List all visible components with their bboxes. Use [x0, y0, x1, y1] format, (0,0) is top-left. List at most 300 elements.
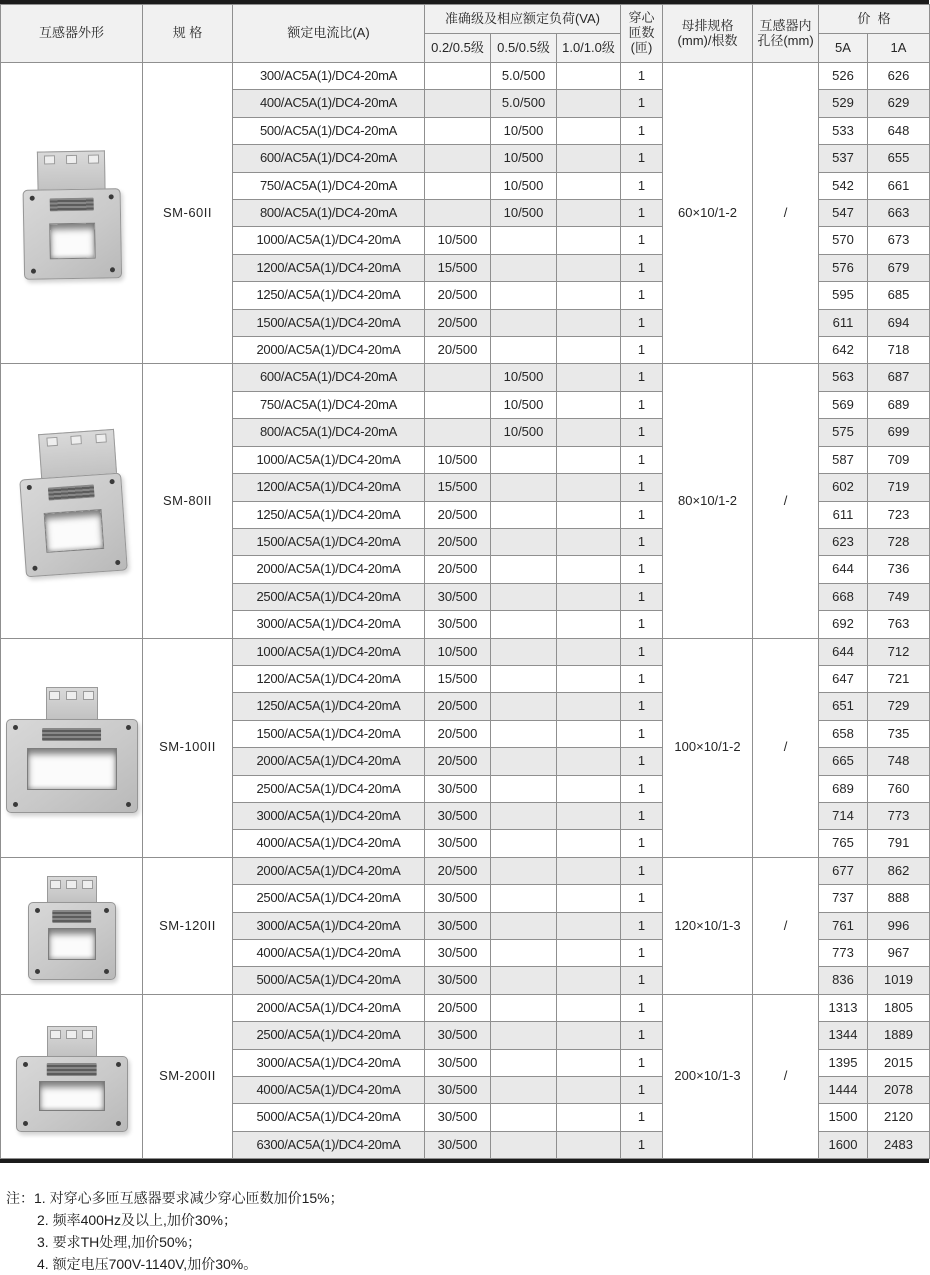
- turns-cell: 1: [621, 1049, 663, 1076]
- accuracy-05-cell: 10/500: [491, 391, 557, 418]
- accuracy-02-cell: 30/500: [425, 802, 491, 829]
- accuracy-10-cell: [557, 885, 621, 912]
- appearance-cell: [1, 857, 143, 994]
- turns-cell: 1: [621, 748, 663, 775]
- ratio-cell: 1500/AC5A(1)/DC4-20mA: [233, 309, 425, 336]
- ratio-cell: 1250/AC5A(1)/DC4-20mA: [233, 693, 425, 720]
- price-5a-cell: 1600: [819, 1131, 868, 1158]
- turns-cell: 1: [621, 857, 663, 884]
- screw-dot: [32, 566, 37, 571]
- price-1a-cell: 729: [868, 693, 930, 720]
- ratio-cell: 1250/AC5A(1)/DC4-20mA: [233, 501, 425, 528]
- ratio-cell: 750/AC5A(1)/DC4-20mA: [233, 172, 425, 199]
- accuracy-10-cell: [557, 693, 621, 720]
- accuracy-02-cell: 20/500: [425, 994, 491, 1021]
- terminal-block: [36, 151, 105, 190]
- ratio-cell: 2000/AC5A(1)/DC4-20mA: [233, 337, 425, 364]
- accuracy-05-cell: 10/500: [491, 145, 557, 172]
- accuracy-05-cell: 10/500: [491, 364, 557, 391]
- spec-table-body: [1, 63, 930, 1159]
- accuracy-02-cell: 15/500: [425, 665, 491, 692]
- accuracy-05-cell: [491, 720, 557, 747]
- ratio-cell: 2500/AC5A(1)/DC4-20mA: [233, 1022, 425, 1049]
- header-price-group: 价 格: [819, 5, 930, 34]
- turns-cell: 1: [621, 1022, 663, 1049]
- price-5a-cell: 576: [819, 254, 868, 281]
- price-1a-cell: 723: [868, 501, 930, 528]
- price-1a-cell: 2078: [868, 1077, 930, 1104]
- footnote-1: 注：1. 对穿心多匝互感器要求减少穿心匝数加价15%；: [6, 1190, 344, 1207]
- header-accuracy-group: 准确级及相应额定负荷(VA): [425, 5, 621, 34]
- transformer-body: [22, 188, 122, 280]
- header-busbar: 母排规格 (mm)/根数: [663, 5, 753, 63]
- accuracy-02-cell: [425, 391, 491, 418]
- price-5a-cell: 1313: [819, 994, 868, 1021]
- price-1a-cell: 629: [868, 90, 930, 117]
- price-1a-cell: 626: [868, 63, 930, 90]
- accuracy-05-cell: 10/500: [491, 419, 557, 446]
- turns-cell: 1: [621, 638, 663, 665]
- price-5a-cell: 644: [819, 638, 868, 665]
- accuracy-05-cell: [491, 940, 557, 967]
- price-1a-cell: 699: [868, 419, 930, 446]
- price-1a-cell: 748: [868, 748, 930, 775]
- ratio-cell: 2000/AC5A(1)/DC4-20mA: [233, 556, 425, 583]
- price-5a-cell: 836: [819, 967, 868, 994]
- bore-cell: /: [753, 364, 819, 638]
- ratio-cell: 4000/AC5A(1)/DC4-20mA: [233, 1077, 425, 1104]
- accuracy-02-cell: 30/500: [425, 1077, 491, 1104]
- price-1a-cell: 728: [868, 528, 930, 555]
- screw-dot: [29, 196, 34, 201]
- accuracy-05-cell: [491, 693, 557, 720]
- accuracy-02-cell: 10/500: [425, 446, 491, 473]
- price-5a-cell: 575: [819, 419, 868, 446]
- price-1a-cell: 673: [868, 227, 930, 254]
- accuracy-05-cell: [491, 885, 557, 912]
- price-5a-cell: 765: [819, 830, 868, 857]
- price-1a-cell: 663: [868, 200, 930, 227]
- product-photo-sm-200ii: [16, 1026, 128, 1132]
- price-1a-cell: 687: [868, 364, 930, 391]
- price-1a-cell: 2015: [868, 1049, 930, 1076]
- accuracy-02-cell: 30/500: [425, 583, 491, 610]
- appearance-cell: [1, 364, 143, 638]
- accuracy-10-cell: [557, 337, 621, 364]
- accuracy-05-cell: [491, 994, 557, 1021]
- price-5a-cell: 611: [819, 309, 868, 336]
- accuracy-05-cell: [491, 528, 557, 555]
- accuracy-02-cell: 20/500: [425, 309, 491, 336]
- accuracy-02-cell: [425, 117, 491, 144]
- ratio-cell: 5000/AC5A(1)/DC4-20mA: [233, 1104, 425, 1131]
- accuracy-02-cell: 30/500: [425, 912, 491, 939]
- footnotes: [0, 1163, 929, 1275]
- ratio-cell: 2500/AC5A(1)/DC4-20mA: [233, 885, 425, 912]
- turns-cell: 1: [621, 474, 663, 501]
- price-1a-cell: 648: [868, 117, 930, 144]
- accuracy-05-cell: [491, 227, 557, 254]
- turns-cell: 1: [621, 583, 663, 610]
- accuracy-10-cell: [557, 309, 621, 336]
- accuracy-05-cell: 10/500: [491, 117, 557, 144]
- header-turns: 穿心 匝数 (匝): [621, 5, 663, 63]
- accuracy-02-cell: 20/500: [425, 556, 491, 583]
- price-1a-cell: 679: [868, 254, 930, 281]
- accuracy-02-cell: [425, 90, 491, 117]
- price-5a-cell: 570: [819, 227, 868, 254]
- spec-table-header: [1, 5, 930, 63]
- ratio-cell: 3000/AC5A(1)/DC4-20mA: [233, 802, 425, 829]
- price-1a-cell: 1889: [868, 1022, 930, 1049]
- price-1a-cell: 760: [868, 775, 930, 802]
- header-ratio: 额定电流比(A): [233, 5, 425, 63]
- appearance-cell: [1, 638, 143, 857]
- accuracy-05-cell: [491, 802, 557, 829]
- accuracy-02-cell: 30/500: [425, 1022, 491, 1049]
- price-1a-cell: 736: [868, 556, 930, 583]
- screw-dot: [26, 485, 31, 490]
- header-appearance: 互感器外形: [1, 5, 143, 63]
- accuracy-05-cell: [491, 337, 557, 364]
- screw-dot: [116, 1062, 121, 1067]
- screw-dot: [126, 802, 131, 807]
- price-5a-cell: 542: [819, 172, 868, 199]
- turns-cell: 1: [621, 720, 663, 747]
- turns-cell: 1: [621, 501, 663, 528]
- turns-cell: 1: [621, 1104, 663, 1131]
- screw-dot: [104, 969, 109, 974]
- price-5a-cell: 547: [819, 200, 868, 227]
- footnote-2: 2. 频率400Hz及以上,加价30%；: [37, 1212, 237, 1229]
- price-1a-cell: 763: [868, 611, 930, 638]
- price-5a-cell: 773: [819, 940, 868, 967]
- screw-dot: [13, 802, 18, 807]
- accuracy-10-cell: [557, 720, 621, 747]
- accuracy-02-cell: 30/500: [425, 940, 491, 967]
- accuracy-05-cell: [491, 309, 557, 336]
- bore-cell: /: [753, 994, 819, 1158]
- price-5a-cell: 595: [819, 282, 868, 309]
- ratio-cell: 750/AC5A(1)/DC4-20mA: [233, 391, 425, 418]
- accuracy-02-cell: 30/500: [425, 830, 491, 857]
- appearance-cell: [1, 994, 143, 1158]
- price-5a-cell: 737: [819, 885, 868, 912]
- turns-cell: 1: [621, 145, 663, 172]
- turns-cell: 1: [621, 528, 663, 555]
- terminal-block: [47, 876, 97, 902]
- accuracy-10-cell: [557, 611, 621, 638]
- screw-dot: [126, 725, 131, 730]
- screw-dot: [108, 195, 113, 200]
- accuracy-05-cell: [491, 1131, 557, 1158]
- price-1a-cell: 689: [868, 391, 930, 418]
- accuracy-10-cell: [557, 446, 621, 473]
- accuracy-10-cell: [557, 254, 621, 281]
- turns-cell: 1: [621, 693, 663, 720]
- transformer-body: [19, 473, 128, 578]
- turns-cell: 1: [621, 282, 663, 309]
- price-5a-cell: 623: [819, 528, 868, 555]
- header-acc-02: 0.2/0.5级: [425, 34, 491, 63]
- price-5a-cell: 569: [819, 391, 868, 418]
- accuracy-10-cell: [557, 200, 621, 227]
- price-5a-cell: 537: [819, 145, 868, 172]
- screw-dot: [104, 908, 109, 913]
- header-row-1: [1, 5, 930, 34]
- price-1a-cell: 661: [868, 172, 930, 199]
- accuracy-10-cell: [557, 967, 621, 994]
- price-1a-cell: 1019: [868, 967, 930, 994]
- accuracy-02-cell: [425, 172, 491, 199]
- product-label: [42, 728, 102, 741]
- ratio-cell: 2000/AC5A(1)/DC4-20mA: [233, 857, 425, 884]
- accuracy-05-cell: [491, 474, 557, 501]
- turns-cell: 1: [621, 63, 663, 90]
- ratio-cell: 3000/AC5A(1)/DC4-20mA: [233, 611, 425, 638]
- accuracy-05-cell: [491, 857, 557, 884]
- accuracy-02-cell: [425, 200, 491, 227]
- accuracy-02-cell: [425, 63, 491, 90]
- bore-cell: /: [753, 63, 819, 364]
- table-row: [1, 364, 930, 391]
- ratio-cell: 2000/AC5A(1)/DC4-20mA: [233, 748, 425, 775]
- price-1a-cell: 749: [868, 583, 930, 610]
- price-1a-cell: 694: [868, 309, 930, 336]
- price-1a-cell: 685: [868, 282, 930, 309]
- screw-dot: [23, 1121, 28, 1126]
- price-1a-cell: 888: [868, 885, 930, 912]
- through-hole-window: [39, 1081, 105, 1111]
- header-spec: 规 格: [143, 5, 233, 63]
- price-5a-cell: 1344: [819, 1022, 868, 1049]
- busbar-cell: 120×10/1-3: [663, 857, 753, 994]
- price-5a-cell: 677: [819, 857, 868, 884]
- accuracy-10-cell: [557, 802, 621, 829]
- price-1a-cell: 2483: [868, 1131, 930, 1158]
- accuracy-05-cell: [491, 501, 557, 528]
- spec-table: [0, 4, 930, 1159]
- turns-cell: 1: [621, 200, 663, 227]
- accuracy-10-cell: [557, 419, 621, 446]
- ratio-cell: 1000/AC5A(1)/DC4-20mA: [233, 638, 425, 665]
- accuracy-02-cell: 30/500: [425, 611, 491, 638]
- price-1a-cell: 791: [868, 830, 930, 857]
- price-1a-cell: 712: [868, 638, 930, 665]
- busbar-cell: 200×10/1-3: [663, 994, 753, 1158]
- accuracy-10-cell: [557, 474, 621, 501]
- table-row: [1, 638, 930, 665]
- ratio-cell: 1000/AC5A(1)/DC4-20mA: [233, 227, 425, 254]
- accuracy-10-cell: [557, 528, 621, 555]
- price-5a-cell: 587: [819, 446, 868, 473]
- table-row: [1, 857, 930, 884]
- accuracy-05-cell: [491, 1077, 557, 1104]
- accuracy-05-cell: [491, 748, 557, 775]
- turns-cell: 1: [621, 337, 663, 364]
- turns-cell: 1: [621, 391, 663, 418]
- accuracy-10-cell: [557, 830, 621, 857]
- appearance-cell: [1, 63, 143, 364]
- accuracy-05-cell: [491, 830, 557, 857]
- accuracy-10-cell: [557, 556, 621, 583]
- accuracy-05-cell: [491, 282, 557, 309]
- product-label: [52, 910, 92, 923]
- product-photo-sm-100ii: [6, 687, 138, 813]
- through-hole-window: [49, 223, 96, 260]
- turns-cell: 1: [621, 1131, 663, 1158]
- accuracy-10-cell: [557, 1077, 621, 1104]
- turns-cell: 1: [621, 830, 663, 857]
- turns-cell: 1: [621, 775, 663, 802]
- accuracy-05-cell: 5.0/500: [491, 63, 557, 90]
- accuracy-10-cell: [557, 1022, 621, 1049]
- product-label: [46, 1063, 97, 1076]
- accuracy-02-cell: 10/500: [425, 227, 491, 254]
- ratio-cell: 400/AC5A(1)/DC4-20mA: [233, 90, 425, 117]
- accuracy-10-cell: [557, 391, 621, 418]
- price-1a-cell: 735: [868, 720, 930, 747]
- table-row: [1, 994, 930, 1021]
- bore-cell: /: [753, 638, 819, 857]
- price-1a-cell: 773: [868, 802, 930, 829]
- price-5a-cell: 692: [819, 611, 868, 638]
- accuracy-10-cell: [557, 227, 621, 254]
- accuracy-02-cell: 20/500: [425, 282, 491, 309]
- ratio-cell: 2000/AC5A(1)/DC4-20mA: [233, 994, 425, 1021]
- turns-cell: 1: [621, 1077, 663, 1104]
- price-1a-cell: 718: [868, 337, 930, 364]
- header-bore: 互感器内 孔径(mm): [753, 5, 819, 63]
- accuracy-05-cell: [491, 446, 557, 473]
- header-acc-05: 0.5/0.5级: [491, 34, 557, 63]
- turns-cell: 1: [621, 254, 663, 281]
- screw-dot: [116, 1121, 121, 1126]
- accuracy-05-cell: [491, 583, 557, 610]
- accuracy-10-cell: [557, 282, 621, 309]
- busbar-cell: 100×10/1-2: [663, 638, 753, 857]
- price-1a-cell: 996: [868, 912, 930, 939]
- price-5a-cell: 642: [819, 337, 868, 364]
- ratio-cell: 2500/AC5A(1)/DC4-20mA: [233, 583, 425, 610]
- ratio-cell: 500/AC5A(1)/DC4-20mA: [233, 117, 425, 144]
- ratio-cell: 2500/AC5A(1)/DC4-20mA: [233, 775, 425, 802]
- through-hole-window: [43, 509, 104, 553]
- turns-cell: 1: [621, 994, 663, 1021]
- price-5a-cell: 689: [819, 775, 868, 802]
- accuracy-10-cell: [557, 665, 621, 692]
- terminal-block: [46, 687, 98, 719]
- price-5a-cell: 563: [819, 364, 868, 391]
- turns-cell: 1: [621, 309, 663, 336]
- accuracy-05-cell: 10/500: [491, 200, 557, 227]
- ratio-cell: 6300/AC5A(1)/DC4-20mA: [233, 1131, 425, 1158]
- model-cell: SM-60II: [143, 63, 233, 364]
- ratio-cell: 4000/AC5A(1)/DC4-20mA: [233, 830, 425, 857]
- turns-cell: 1: [621, 419, 663, 446]
- turns-cell: 1: [621, 227, 663, 254]
- ratio-cell: 1200/AC5A(1)/DC4-20mA: [233, 254, 425, 281]
- terminal-block: [47, 1026, 97, 1056]
- screw-dot: [115, 560, 120, 565]
- turns-cell: 1: [621, 967, 663, 994]
- ratio-cell: 3000/AC5A(1)/DC4-20mA: [233, 1049, 425, 1076]
- price-5a-cell: 665: [819, 748, 868, 775]
- accuracy-10-cell: [557, 501, 621, 528]
- accuracy-10-cell: [557, 748, 621, 775]
- accuracy-02-cell: 20/500: [425, 693, 491, 720]
- turns-cell: 1: [621, 556, 663, 583]
- screw-dot: [109, 267, 114, 272]
- ratio-cell: 600/AC5A(1)/DC4-20mA: [233, 145, 425, 172]
- ratio-cell: 1500/AC5A(1)/DC4-20mA: [233, 528, 425, 555]
- accuracy-02-cell: 30/500: [425, 1049, 491, 1076]
- price-1a-cell: 862: [868, 857, 930, 884]
- accuracy-10-cell: [557, 857, 621, 884]
- busbar-cell: 80×10/1-2: [663, 364, 753, 638]
- footnote-4: 4. 额定电压700V-1140V,加价30%。: [37, 1256, 258, 1273]
- turns-cell: 1: [621, 611, 663, 638]
- ratio-cell: 600/AC5A(1)/DC4-20mA: [233, 364, 425, 391]
- transformer-body: [28, 902, 116, 980]
- accuracy-05-cell: [491, 638, 557, 665]
- accuracy-10-cell: [557, 63, 621, 90]
- accuracy-02-cell: 30/500: [425, 775, 491, 802]
- accuracy-10-cell: [557, 117, 621, 144]
- price-1a-cell: 1805: [868, 994, 930, 1021]
- accuracy-05-cell: [491, 254, 557, 281]
- accuracy-02-cell: 20/500: [425, 857, 491, 884]
- price-5a-cell: 644: [819, 556, 868, 583]
- accuracy-02-cell: 30/500: [425, 1131, 491, 1158]
- accuracy-10-cell: [557, 912, 621, 939]
- accuracy-10-cell: [557, 994, 621, 1021]
- ratio-cell: 1000/AC5A(1)/DC4-20mA: [233, 446, 425, 473]
- accuracy-02-cell: 30/500: [425, 967, 491, 994]
- accuracy-05-cell: [491, 1022, 557, 1049]
- accuracy-10-cell: [557, 638, 621, 665]
- ratio-cell: 1200/AC5A(1)/DC4-20mA: [233, 474, 425, 501]
- accuracy-05-cell: 10/500: [491, 172, 557, 199]
- screw-dot: [13, 725, 18, 730]
- accuracy-02-cell: 15/500: [425, 254, 491, 281]
- price-5a-cell: 602: [819, 474, 868, 501]
- accuracy-02-cell: 20/500: [425, 528, 491, 555]
- ratio-cell: 300/AC5A(1)/DC4-20mA: [233, 63, 425, 90]
- model-cell: SM-80II: [143, 364, 233, 638]
- accuracy-10-cell: [557, 1104, 621, 1131]
- turns-cell: 1: [621, 665, 663, 692]
- price-5a-cell: 1444: [819, 1077, 868, 1104]
- accuracy-10-cell: [557, 364, 621, 391]
- through-hole-window: [48, 928, 96, 960]
- ratio-cell: 1500/AC5A(1)/DC4-20mA: [233, 720, 425, 747]
- product-photo-sm-120ii: [28, 876, 116, 980]
- transformer-body: [16, 1056, 128, 1132]
- price-5a-cell: 668: [819, 583, 868, 610]
- busbar-cell: 60×10/1-2: [663, 63, 753, 364]
- transformer-body: [6, 719, 138, 813]
- accuracy-10-cell: [557, 1049, 621, 1076]
- turns-cell: 1: [621, 117, 663, 144]
- screw-dot: [109, 479, 114, 484]
- ratio-cell: 800/AC5A(1)/DC4-20mA: [233, 200, 425, 227]
- turns-cell: 1: [621, 446, 663, 473]
- bore-cell: /: [753, 857, 819, 994]
- model-cell: SM-120II: [143, 857, 233, 994]
- turns-cell: 1: [621, 940, 663, 967]
- accuracy-02-cell: [425, 419, 491, 446]
